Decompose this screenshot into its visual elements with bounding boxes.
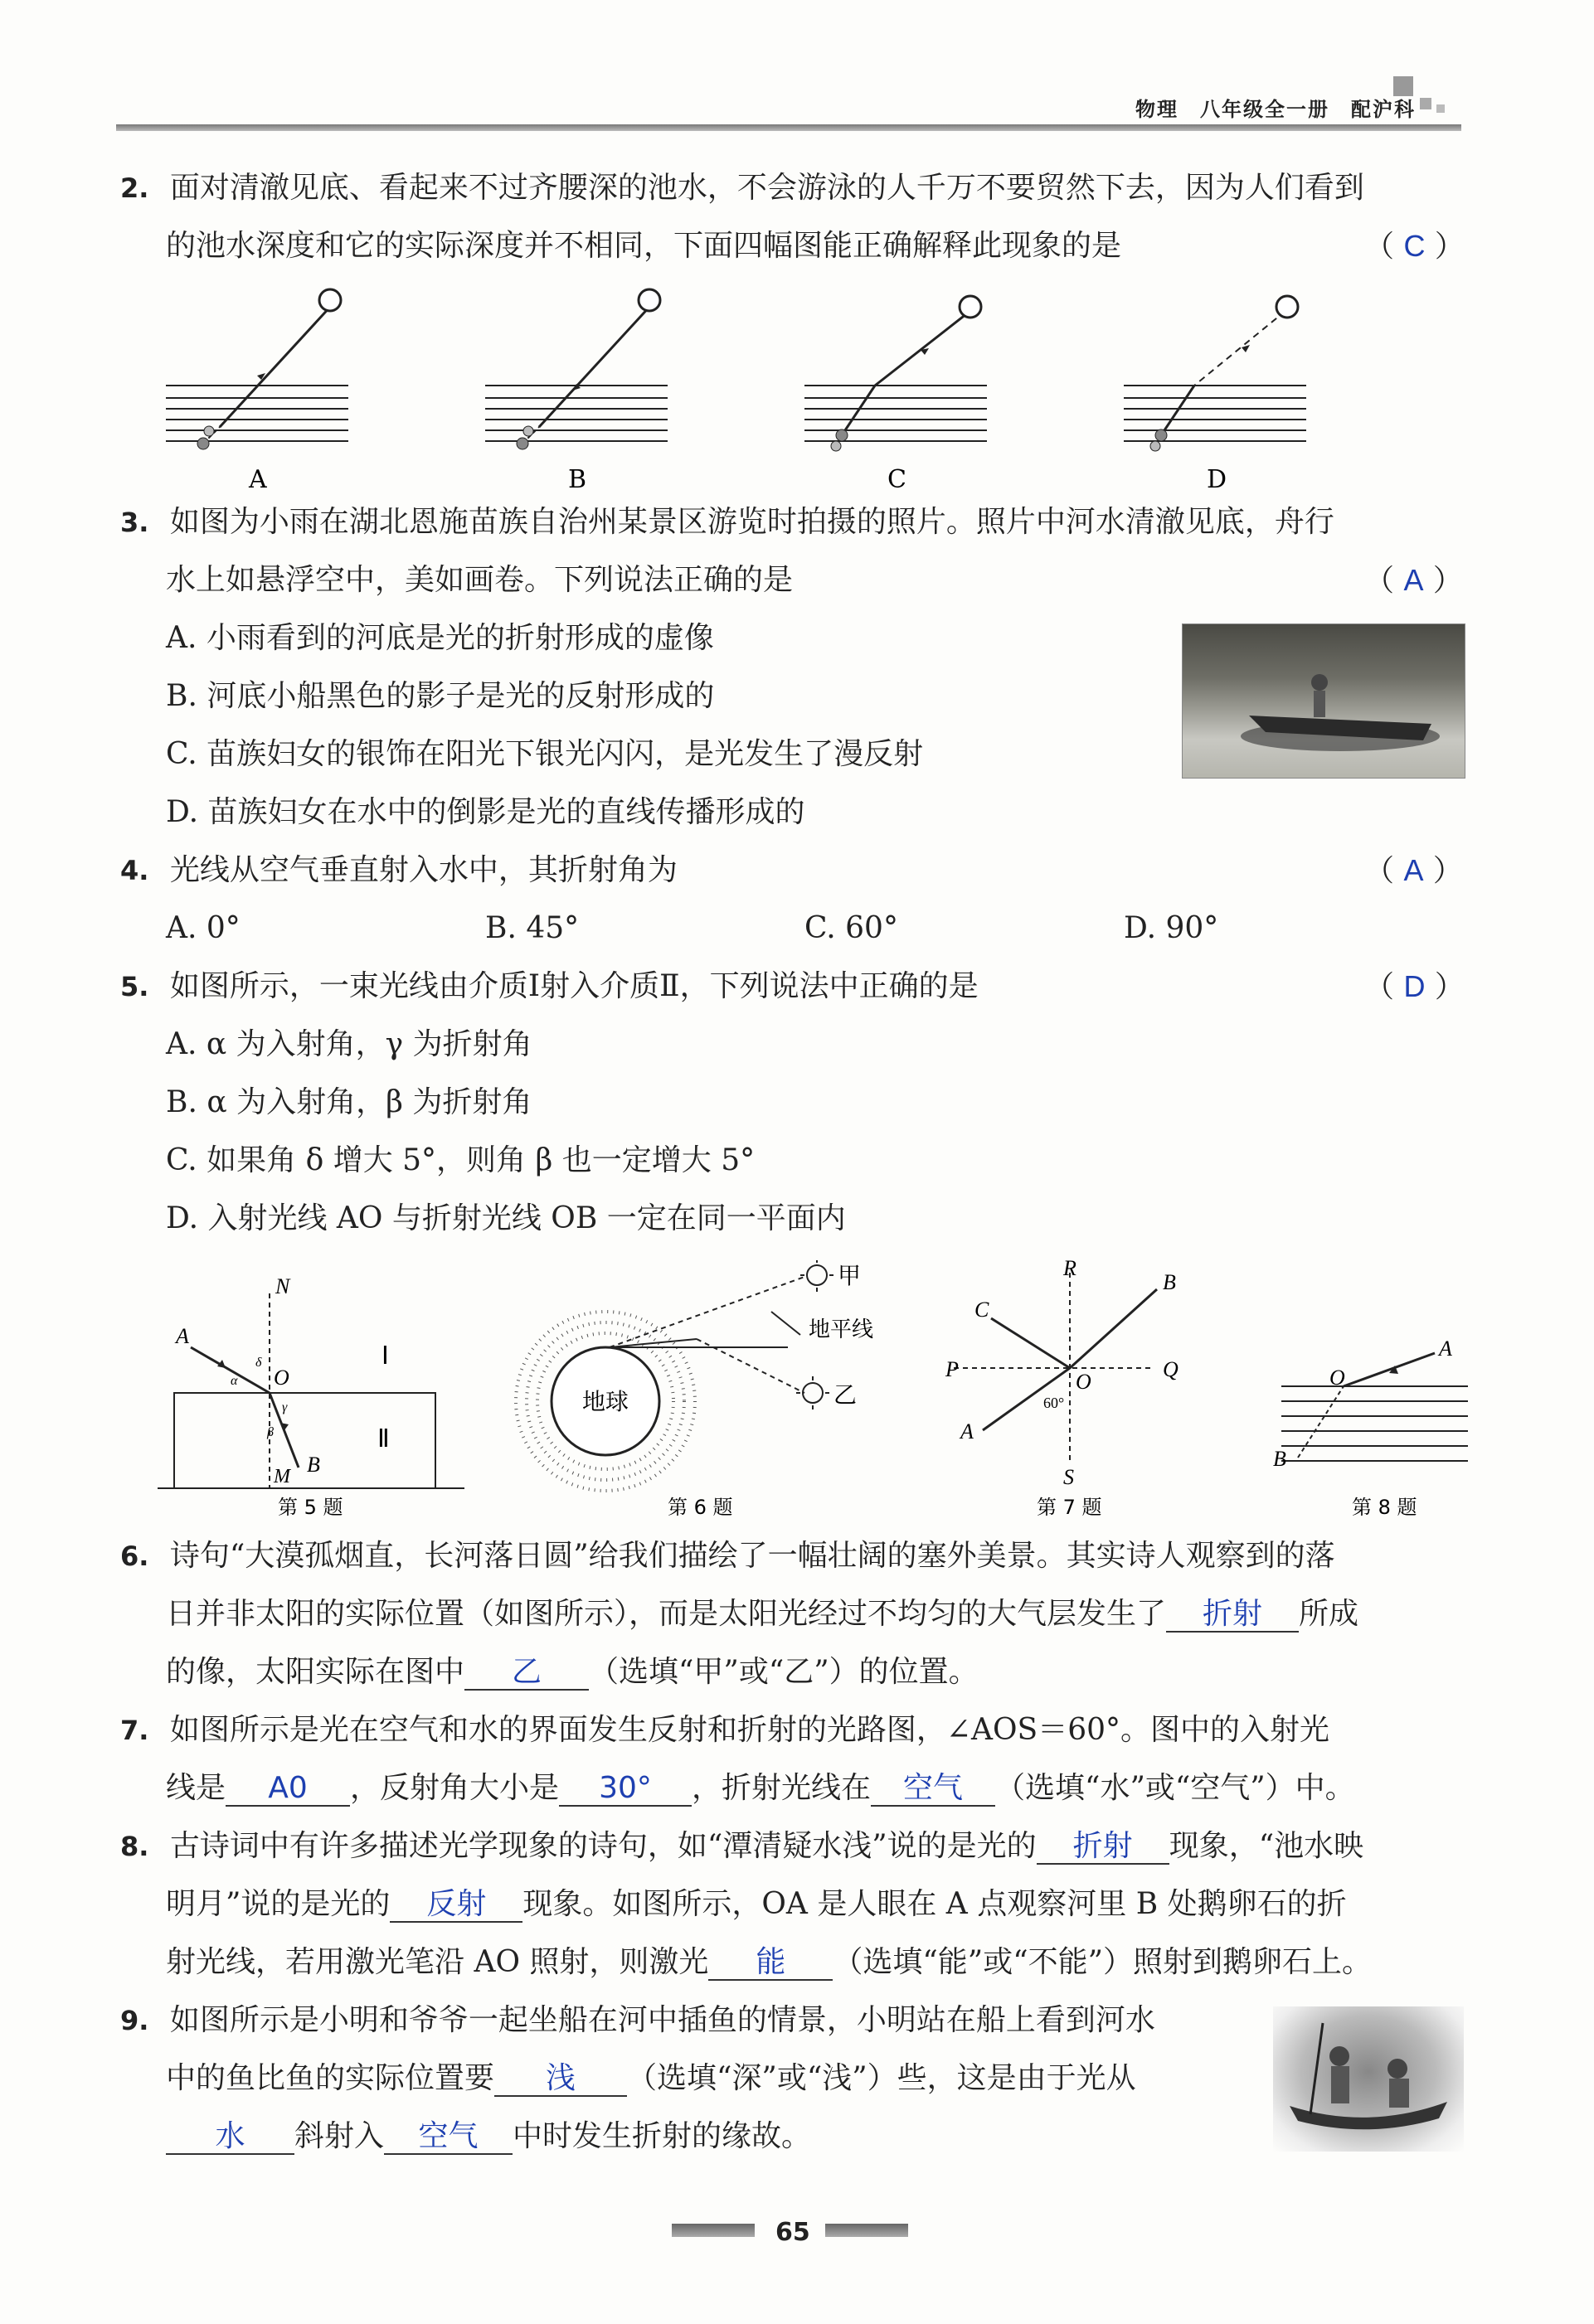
question-text: 如图所示是小明和爷爷一起坐船在河中插鱼的情景，小明站在船上看到河水 [169,2003,1155,2037]
page-decoration [672,2224,755,2237]
label-o: O [274,1366,289,1390]
boat-photo [1182,623,1465,779]
answer-blank: 浅 [494,2062,627,2097]
label-alpha: α [231,1374,238,1388]
option: B. α 为入射角，β 为折射角 [166,1085,532,1119]
label-b: B [1273,1447,1286,1471]
label-n: N [275,1274,290,1298]
label-horizon: 地平线 [809,1317,874,1342]
question-9-line2 [166,2050,1136,2108]
question-number: 9. [120,2005,149,2036]
q2-figures [158,282,1368,497]
question-6-line3 [166,1643,979,1701]
caption-6: 第 6 题 [668,1496,733,1519]
caption-8: 第 8 题 [1352,1496,1417,1519]
answer-choice: A [1403,563,1424,597]
question-text: 斜射入 [294,2119,385,2153]
figure-d [1124,296,1306,451]
figure-label: A [249,465,267,494]
label-angle: 60° [1043,1395,1065,1411]
label-a: A [1439,1337,1452,1361]
label-b: B [307,1453,320,1477]
label-yi: 乙 [833,1381,858,1409]
question-text: 日并非太阳的实际位置（如图所示），而是太阳光经过不均匀的大气层发生了 [166,1597,1167,1631]
caption-5: 第 5 题 [278,1496,343,1519]
question-text: 中时发生折射的缘故。 [513,2119,812,2153]
answer-choice: A [1403,853,1424,887]
sun-icon [796,1376,829,1409]
figure-8 [1273,1337,1468,1519]
question-9-line3 [166,2108,811,2166]
answer-blank: 能 [708,1946,833,1981]
label-q: Q [1163,1357,1178,1381]
question-7-line2 [166,1759,1355,1817]
question-number: 3. [120,507,149,538]
question-4 [120,842,678,900]
question-text: （选填“能”或“不能”）照射到鹅卵石上。 [833,1945,1373,1979]
figure-label: D [1207,465,1227,494]
figure-c [804,296,987,451]
label-m: M [274,1466,290,1487]
question-text: （选填“甲”或“乙”）的位置。 [589,1655,979,1689]
question-number: 4. [120,855,149,886]
answer-bracket: （ D ） [1364,969,1465,1004]
label-jia: 甲 [838,1262,862,1289]
header-decoration [1436,104,1445,113]
question-text: 水上如悬浮空中，美如画卷。下列说法正确的是 [166,563,794,597]
option: B. 河底小船黑色的影子是光的反射形成的 [166,679,715,713]
answer-choice: D [1403,969,1426,1003]
answer-bracket: （ A ） [1364,853,1463,888]
option: B. 45° [485,911,580,945]
figure-label: C [887,465,906,494]
question-3-line2 [166,551,793,609]
question-6 [120,1527,1335,1585]
page-number: 65 [775,2218,810,2247]
answer-blank: 空气 [871,1772,995,1807]
question-text: ，折射光线在 [692,1771,872,1805]
label-o: O [1076,1370,1091,1394]
answer-blank: 水 [166,2120,294,2155]
question-text: 线是 [166,1771,226,1805]
label-earth: 地球 [582,1388,629,1415]
question-text: （选填“水”或“空气”）中。 [995,1771,1355,1805]
question-text: （选填“深”或“浅”）些，这是由于光从 [627,2061,1136,2095]
question-text: 的池水深度和它的实际深度并不相同，下面四幅图能正确解释此现象的是 [166,229,1122,263]
answer-blank: A0 [226,1772,350,1807]
option: D. 90° [1124,911,1219,945]
question-5 [120,958,979,1016]
answer-blank: 30° [559,1772,692,1807]
option: C. 如果角 δ 增大 5°，则角 β 也一定增大 5° [166,1143,756,1177]
question-text: 所成 [1299,1597,1359,1631]
question-number: 6. [120,1540,149,1572]
question-text: 现象。如图所示，OA 是人眼在 A 点观察河里 B 处鹅卵石的折 [522,1887,1347,1921]
label-s: S [1063,1465,1074,1489]
sun-icon [800,1260,833,1292]
question-9 [120,1992,1155,2050]
label-b: B [1163,1270,1176,1294]
question-7 [120,1701,1329,1759]
question-text: 诗句“大漠孤烟直，长河落日圆”给我们描绘了一幅壮阔的塞外美景。其实诗人观察到的落 [169,1539,1335,1573]
answer-blank: 乙 [464,1656,589,1691]
question-3 [120,493,1334,551]
option: D. 入射光线 AO 与折射光线 OB 一定在同一平面内 [166,1201,846,1235]
question-text: 面对清澈见底、看起来不过齐腰深的池水，不会游泳的人千万不要贸然下去，因为人们看到 [169,171,1364,205]
caption-7: 第 7 题 [1037,1496,1102,1519]
question-number: 2. [120,172,149,204]
header-title: 物理 八年级全一册 配沪科 [1135,98,1416,121]
figure-label: B [568,465,587,494]
question-8 [120,1817,1363,1875]
header-decoration [1420,98,1431,109]
option: D. 苗族妇女在水中的倒影是光的直线传播形成的 [166,795,805,829]
label-a: A [176,1324,189,1348]
option: A. α 为入射角，γ 为折射角 [166,1027,532,1061]
figure-a [166,289,348,449]
question-2 [120,159,1364,217]
answer-blank: 折射 [1166,1598,1299,1633]
option: A. 小雨看到的河底是光的折射形成的虚像 [166,621,714,655]
question-text: 光线从空气垂直射入水中，其折射角为 [169,853,678,887]
option: C. 60° [804,911,898,945]
label-medium-2: Ⅱ [377,1425,390,1453]
question-2-line2 [166,217,1121,275]
answer-choice: C [1403,229,1426,263]
answer-blank: 折射 [1037,1830,1169,1865]
label-beta: β [267,1425,274,1439]
option: A. 0° [166,911,241,945]
question-8-line3 [166,1933,1372,1992]
question-text: 如图所示是光在空气和水的界面发生反射和折射的光路图，∠AOS＝60°。图中的入射光 [169,1713,1330,1747]
page-decoration [825,2224,908,2237]
question-text: 中的鱼比鱼的实际位置要 [166,2061,495,2095]
question-text: 明月”说的是光的 [166,1887,391,1921]
option: C. 苗族妇女的银饰在阳光下银光闪闪，是光发生了漫反射 [166,737,924,771]
answer-bracket: （ C ） [1364,229,1465,264]
fishing-photo [1273,2006,1464,2152]
question-text: 古诗词中有许多描述光学现象的诗句，如“潭清疑水浅”说的是光的 [169,1829,1037,1863]
question-6-line2 [166,1585,1358,1643]
figure-5 [158,1274,464,1519]
header-rule [116,124,1461,131]
question-text: 现象，“池水映 [1169,1829,1364,1863]
question-text: 如图为小雨在湖北恩施苗族自治州某景区游览时拍摄的照片。照片中河水清澈见底，舟行 [169,505,1334,539]
question-8-line2 [166,1875,1347,1933]
label-gamma: γ [282,1400,288,1414]
answer-bracket: （ A ） [1364,563,1463,598]
label-p: P [945,1357,959,1381]
label-r: R [1063,1260,1076,1280]
question-number: 5. [120,971,149,1002]
question-text: 的像，太阳实际在图中 [166,1655,465,1689]
label-o: O [1329,1366,1345,1390]
figures-row [158,1260,1485,1526]
figure-7 [945,1260,1178,1519]
label-medium-1: Ⅰ [381,1342,389,1370]
question-text: 射光线，若用激光笔沿 AO 照射，则激光 [166,1945,709,1979]
question-number: 7. [120,1715,149,1746]
label-c: C [974,1298,989,1322]
question-text: 如图所示，一束光线由介质Ⅰ射入介质Ⅱ，下列说法中正确的是 [169,969,979,1003]
question-text: ，反射角大小是 [350,1771,560,1805]
answer-blank: 空气 [384,2120,513,2155]
label-a: A [960,1419,974,1443]
label-delta: δ [255,1356,262,1370]
figure-6 [516,1260,873,1519]
figure-b [485,289,668,449]
question-number: 8. [120,1831,149,1862]
answer-blank: 反射 [390,1888,522,1923]
